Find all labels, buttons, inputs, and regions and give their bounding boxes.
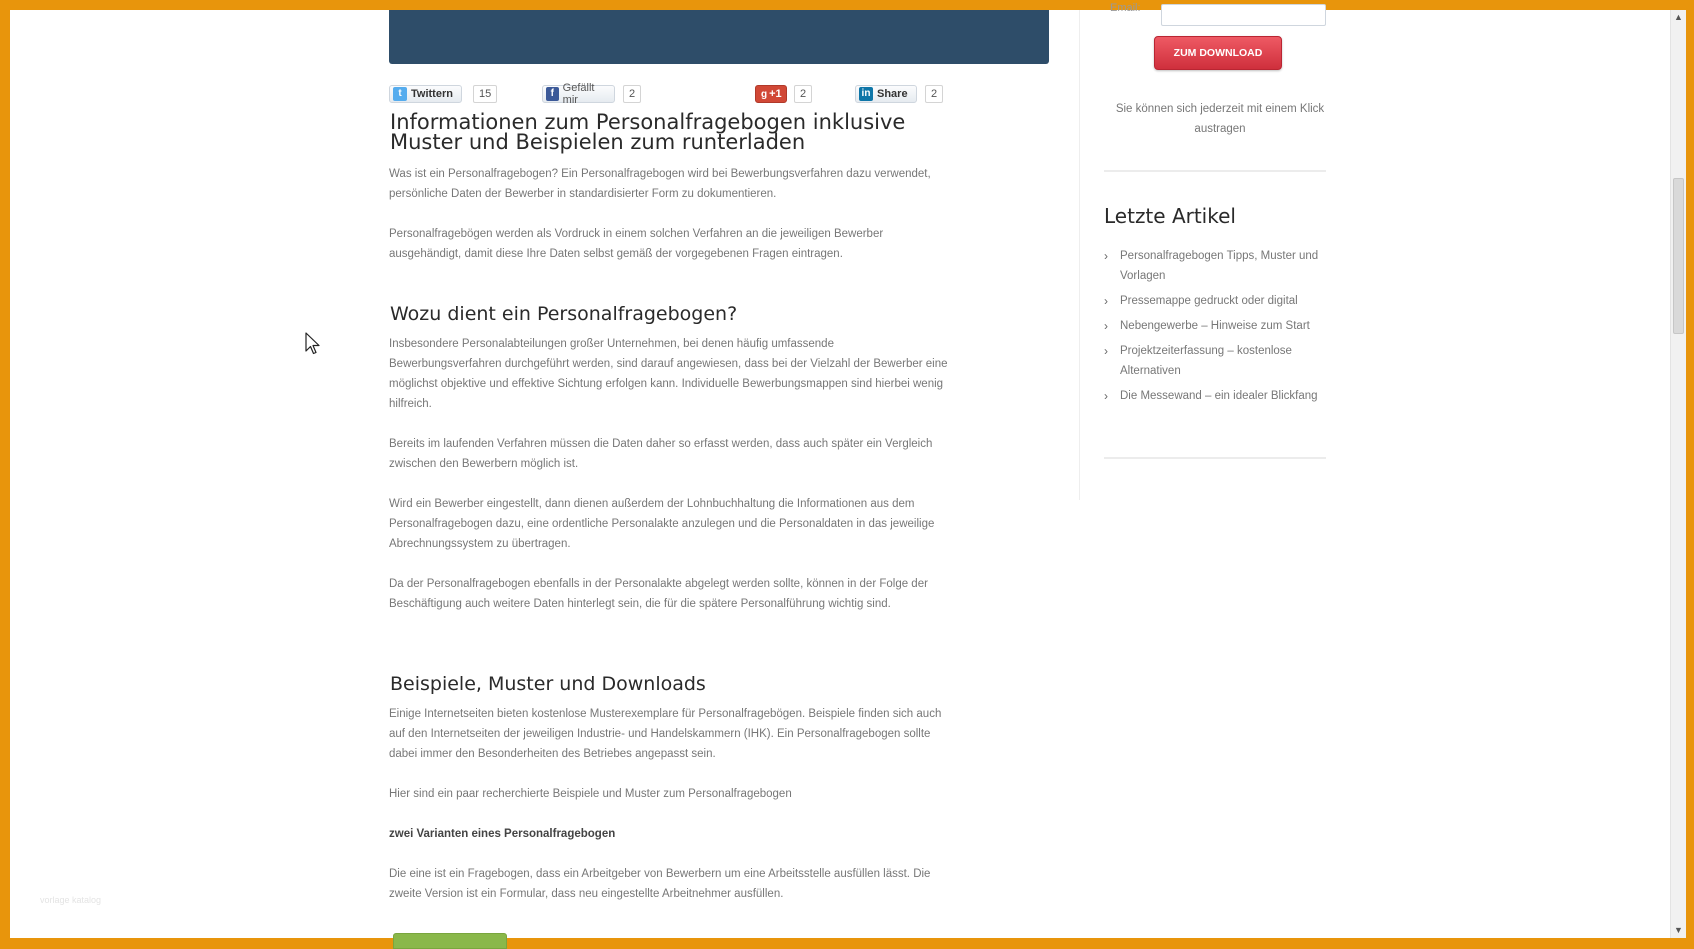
chevron-right-icon: › bbox=[1104, 344, 1108, 358]
facebook-count: 2 bbox=[623, 85, 641, 103]
recent-article-link[interactable]: Die Messewand – ein idealer Blickfang bbox=[1120, 390, 1318, 402]
recent-article-link[interactable]: Nebengewerbe – Hinweise zum Start bbox=[1120, 320, 1310, 332]
linkedin-count: 2 bbox=[925, 85, 943, 103]
variants-heading: zwei Varianten eines Personalfragebogen bbox=[389, 828, 616, 840]
article-paragraph: Die eine ist ein Fragebogen, dass ein Arbeitgeber von Bewerbern um eine Arbeitsstelle ausfüllen lässt. Die zweite Version ist ein Formular, dass neu eingestellte Arbeitnehmer ausfüllen. bbox=[389, 868, 931, 900]
linkedin-label: Share bbox=[877, 88, 908, 100]
sidebar-separator bbox=[1104, 457, 1326, 459]
article-paragraph: Da der Personalfragebogen ebenfalls in der Personalakte abgelegt werden sollte, können in der Folge der Beschäftigung auch weitere Daten hinterlegt sein, die für die spätere Personalführung wichtig sind. bbox=[389, 578, 928, 610]
vertical-scrollbar[interactable] bbox=[1670, 10, 1686, 938]
watermark-text: vorlage katalog bbox=[40, 895, 102, 905]
facebook-label: Gefällt mir bbox=[562, 82, 595, 106]
chevron-right-icon: › bbox=[1104, 249, 1108, 263]
linkedin-share-button[interactable] bbox=[855, 85, 917, 103]
article-paragraph: Insbesondere Personalabteilungen großer Unternehmen, bei denen häufig umfassende Bewerbungsverfahren durchgeführt werden, sind darauf angewiesen, dass bei der Vielzahl der Bewerber eine möglichst objektive und effektive Sichtung erfolgen kann. Individuelle Bewerbungsmappen sind hierbei wenig hilfreich. bbox=[389, 338, 948, 410]
section-heading-examples: Beispiele, Muster und Downloads bbox=[390, 673, 706, 695]
google-plus-count: 2 bbox=[794, 85, 812, 103]
linkedin-in-icon: in bbox=[859, 87, 873, 101]
recent-article-link[interactable]: Projektzeiterfassung – kostenlose Alternativen bbox=[1120, 345, 1292, 377]
google-plus-button[interactable] bbox=[755, 85, 787, 103]
email-input[interactable] bbox=[1161, 4, 1326, 26]
chevron-right-icon: › bbox=[1104, 319, 1108, 333]
browser-viewport bbox=[10, 2, 1686, 938]
unsubscribe-note: Sie können sich jederzeit mit einem Klick austragen bbox=[1115, 103, 1325, 135]
recent-article-item[interactable] bbox=[1104, 341, 1344, 381]
hero-banner bbox=[389, 10, 1049, 64]
facebook-like-button[interactable] bbox=[542, 82, 615, 106]
sidebar-divider bbox=[1079, 10, 1080, 500]
download-link-button[interactable] bbox=[393, 933, 507, 949]
article-title: Informationen zum Personalfragebogen inklusive Muster und Beispielen zum runterladen bbox=[390, 110, 906, 154]
recent-article-item[interactable] bbox=[1104, 386, 1344, 406]
chevron-right-icon: › bbox=[1104, 389, 1108, 403]
recent-article-item[interactable] bbox=[1104, 316, 1344, 336]
article-paragraph: Bereits im laufenden Verfahren müssen die Daten daher so erfasst werden, dass auch später ein Vergleich zwischen den Bewerbern möglich ist. bbox=[389, 438, 933, 470]
article-paragraph: Einige Internetseiten bieten kostenlose Musterexemplare für Personalfragebögen. Beispiele finden sich auch auf den Internetseiten der jeweiligen Industrie- und Handelskammern (IHK). Ein Personalfragebogen sollte dabei immer den Besonderheiten des Betriebes angepasst sein. bbox=[389, 708, 942, 760]
facebook-f-icon: f bbox=[546, 87, 559, 101]
twitter-count: 15 bbox=[473, 85, 497, 103]
twitter-label: Twittern bbox=[411, 88, 453, 100]
article-paragraph: Wird ein Bewerber eingestellt, dann dienen außerdem der Lohnbuchhaltung die Informationen aus dem Personalfragebogen dazu, eine ordentliche Personalakte anzulegen und die Personaldaten in das jeweilige Abrechnungssystem zu übertragen. bbox=[389, 498, 935, 550]
scrollbar-thumb[interactable] bbox=[1673, 178, 1684, 334]
article-paragraph: Was ist ein Personalfragebogen? Ein Personalfragebogen wird bei Bewerbungsverfahren dazu verwendet, persönliche Daten der Bewerber in standardisierter Form zu dokumentieren. bbox=[389, 168, 931, 200]
scroll-down-icon[interactable]: ▼ bbox=[1674, 925, 1683, 935]
social-share-bar bbox=[389, 82, 949, 107]
zum-download-button[interactable]: ZUM DOWNLOAD bbox=[1154, 36, 1282, 70]
chevron-right-icon: › bbox=[1104, 294, 1108, 308]
mouse-pointer-icon bbox=[305, 332, 321, 356]
recent-article-item[interactable] bbox=[1104, 246, 1344, 286]
scroll-up-icon[interactable]: ▲ bbox=[1674, 12, 1683, 22]
twitter-button[interactable] bbox=[389, 85, 462, 103]
article-paragraph: Hier sind ein paar recherchierte Beispiele und Muster zum Personalfragebogen bbox=[389, 788, 792, 800]
recent-article-link[interactable]: Pressemappe gedruckt oder digital bbox=[1120, 295, 1298, 307]
email-label: Email: bbox=[1110, 2, 1141, 14]
recent-article-item[interactable] bbox=[1104, 291, 1344, 311]
recent-article-link[interactable]: Personalfragebogen Tipps, Muster und Vorlagen bbox=[1120, 250, 1319, 282]
section-heading-purpose: Wozu dient ein Personalfragebogen? bbox=[390, 303, 738, 325]
google-plus-icon: g bbox=[761, 88, 768, 100]
article-paragraph: Personalfragebögen werden als Vordruck in einem solchen Verfahren an die jeweiligen Bewerber ausgehändigt, damit diese Ihre Daten selbst gemäß der vorgegebenen Fragen eintragen. bbox=[389, 228, 884, 260]
google-plus-label: +1 bbox=[769, 88, 782, 100]
recent-articles-list bbox=[1104, 246, 1344, 411]
sidebar-separator bbox=[1104, 170, 1326, 172]
recent-articles-title: Letzte Artikel bbox=[1104, 204, 1236, 228]
twitter-bird-icon: t bbox=[393, 87, 407, 101]
